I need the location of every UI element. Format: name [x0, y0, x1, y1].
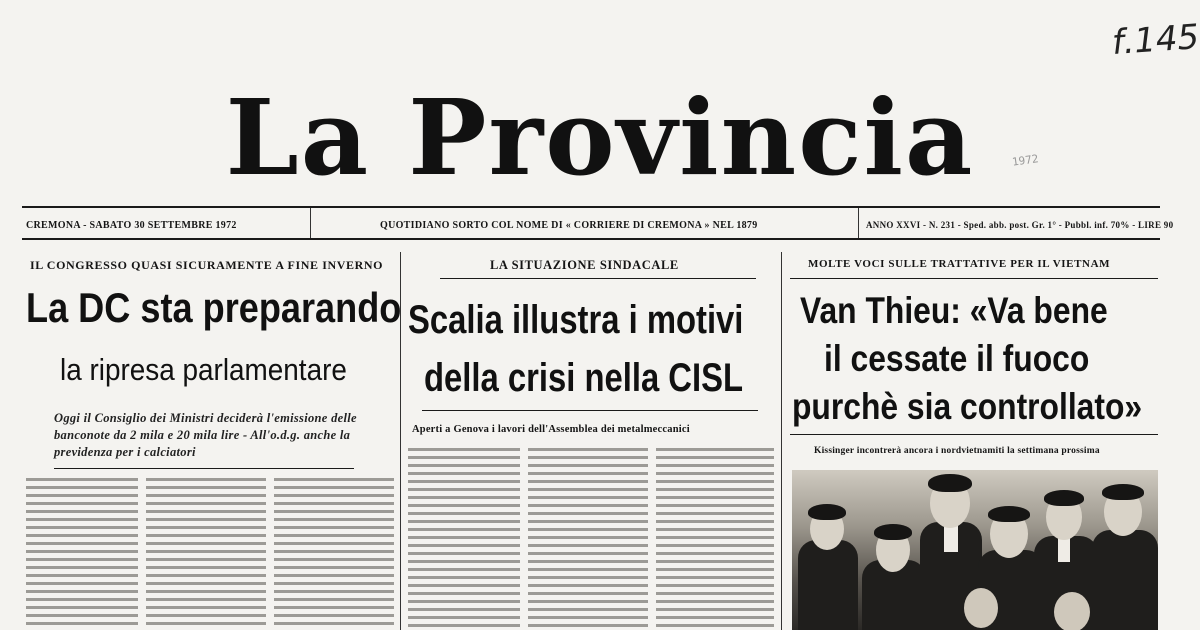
news-photo-group: [792, 470, 1158, 630]
handwritten-page-note: f.145: [1110, 17, 1200, 63]
dateline-divider-left: [310, 208, 311, 238]
article-2-kicker: LA SITUAZIONE SINDACALE: [490, 258, 679, 272]
article-2-body-col-b: [528, 448, 648, 630]
article-2-body-col-a: [408, 448, 520, 630]
article-2-headline-line-1: Scalia illustra i motivi: [408, 298, 744, 342]
article-3-rule: [790, 434, 1158, 435]
dateline-divider-right: [858, 208, 859, 238]
newspaper-masthead: La Provincia: [225, 76, 975, 199]
article-1-kicker: IL CONGRESSO QUASI SICURAMENTE A FINE INVERNO: [30, 258, 384, 272]
dateline-issue-info: ANNO XXVI - N. 231 - Sped. abb. post. Gr. 1° - Pubbl. inf. 70% - LIRE 90: [866, 220, 1174, 230]
article-1-rule: [54, 468, 354, 469]
article-3-headline-line-1: Van Thieu: «Va bene: [800, 290, 1108, 331]
article-1-body-col-a: [26, 478, 138, 630]
article-2-rule: [422, 410, 758, 411]
dateline-bottom-rule: [22, 238, 1160, 240]
article-2-body-col-c: [656, 448, 774, 630]
article-3-kicker: MOLTE VOCI SULLE TRATTATIVE PER IL VIETNAM: [808, 258, 1111, 270]
faded-stamp: 1972: [1011, 152, 1040, 169]
column-rule-2: [781, 252, 782, 630]
article-3-headline-line-2: il cessate il fuoco: [824, 338, 1090, 379]
article-3-kicker-rule: [790, 278, 1158, 279]
article-1-body-col-b: [146, 478, 266, 630]
article-3-deck: Kissinger incontrerà ancora i nordvietnamiti la settimana prossima: [814, 446, 1100, 456]
article-1-body-col-c: [274, 478, 394, 630]
article-2-headline-line-2: della crisi nella CISL: [424, 356, 744, 400]
article-2-deck: Aperti a Genova i lavori dell'Assemblea dei metalmeccanici: [412, 424, 690, 435]
article-1-headline: La DC sta preparando: [26, 284, 402, 331]
article-1-deck: Oggi il Consiglio dei Ministri deciderà l'emissione delle banconote da 2 mila e 20 mila lire - All'o.d.g. anche la previdenza per i calciatori: [54, 411, 357, 459]
article-2-kicker-rule: [440, 278, 756, 279]
dateline-founding-note: QUOTIDIANO SORTO COL NOME DI « CORRIERE DI CREMONA » NEL 1879: [380, 220, 758, 231]
article-3-headline-line-3: purchè sia controllato»: [792, 386, 1143, 427]
article-1-subheadline: la ripresa parlamentare: [60, 352, 347, 387]
dateline-top-rule: [22, 206, 1160, 208]
dateline-city-date: CREMONA - SABATO 30 SETTEMBRE 1972: [26, 220, 237, 231]
